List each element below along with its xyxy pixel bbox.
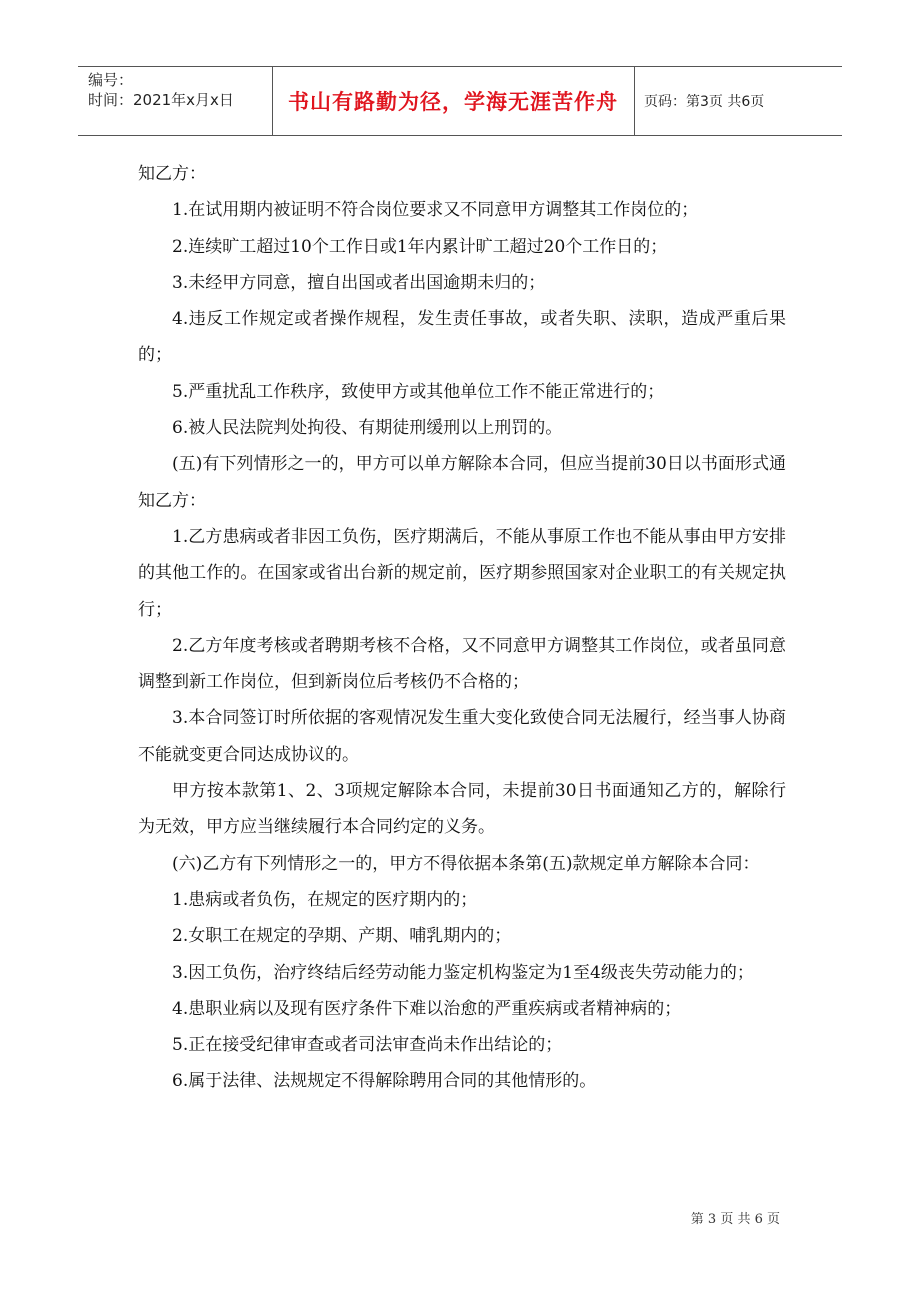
header-meta-cell [78,67,273,135]
paragraph: 4.违反工作规定或者操作规程，发生责任事故，或者失职、渎职，造成严重后果的； [138,309,786,366]
document-body [138,156,786,1100]
paragraph: 2.乙方年度考核或者聘期考核不合格，又不同意甲方调整其工作岗位，或者虽同意调整到新工作岗位，但到新岗位后考核仍不合格的； [138,635,786,693]
paragraph: 2.女职工在规定的孕期、产期、哺乳期内的； [172,926,512,947]
paragraph: 1.患病或者负伤，在规定的医疗期内的； [172,889,478,910]
paragraph: 4.患职业病以及现有医疗条件下难以治愈的严重疾病或者精神病的； [172,998,682,1019]
header-page-code: 页码：第3页 共6页 [644,94,765,110]
paragraph: 1.在试用期内被证明不符合岗位要求又不同意甲方调整其工作岗位的； [172,200,699,221]
page-footer-number: 第 3 页 共 6 页 [690,1212,780,1227]
header-page-cell [634,67,842,135]
paragraph: 3.因工负伤，治疗终结后经劳动能力鉴定机构鉴定为1至4级丧失劳动能力的； [172,962,754,983]
paragraph: 5.正在接受纪律审查或者司法审查尚未作出结论的； [172,1035,563,1056]
paragraph: (五)有下列情形之一的，甲方可以单方解除本合同，但应当提前30日以书面形式通知乙方： [138,454,786,511]
paragraph: 6.属于法律、法规规定不得解除聘用合同的其他情形的。 [172,1071,597,1092]
paragraph: 6.被人民法院判处拘役、有期徒刑缓刑以上刑罚的。 [172,418,563,439]
paragraph: (六)乙方有下列情形之一的，甲方不得依据本条第(五)款规定单方解除本合同： [172,853,760,874]
document-date-label: 时间：2021年x月x日 [88,91,234,109]
paragraph: 知乙方： [138,164,206,184]
header-motto-cell [272,67,635,135]
paragraph: 2.连续旷工超过10个工作日或1年内累计旷工超过20个工作日的； [172,236,668,257]
paragraph: 3.本合同签订时所依据的客观情况发生重大变化致使合同无法履行，经当事人协商不能就变更合同达成协议的。 [138,708,786,765]
paragraph: 5.严重扰乱工作秩序，致使甲方或其他单位工作不能正常进行的； [172,381,665,402]
paragraph: 1.乙方患病或者非因工负伤，医疗期满后，不能从事原工作也不能从事由甲方安排的其他工作的。在国家或省出台新的规定前，医疗期参照国家对企业职工的有关规定执行； [138,526,786,620]
page-header [78,66,842,136]
paragraph: 3.未经甲方同意，擅自出国或者出国逾期未归的； [172,272,546,293]
paragraph: 甲方按本款第1、2、3项规定解除本合同，未提前30日书面通知乙方的，解除行为无效，甲方应当继续履行本合同约定的义务。 [138,781,786,838]
header-motto: 书山有路勤为径，学海无涯苦作舟 [288,90,618,114]
document-code-label: 编号： [88,71,134,89]
